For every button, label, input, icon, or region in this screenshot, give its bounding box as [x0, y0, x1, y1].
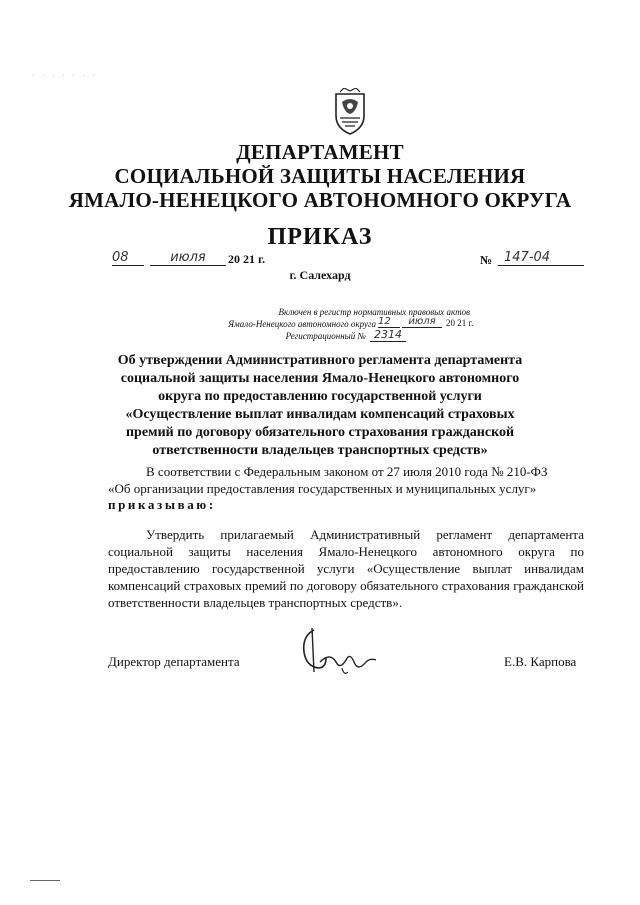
order-title: Об утверждении Административного регламента департамента социальной защиты населения Ямало-Ненецкого автономного округа по предоставлению государственной услуги «Осуществление выплат инвалидам компенсаций страховых премий по договору обязательного страхования гражданской ответственности владельцев транспортных средств»: [117, 353, 523, 458]
coat-of-arms-icon: [330, 88, 370, 136]
document-type: ПРИКАЗ: [267, 224, 373, 250]
scan-marks: · · · · · · ·: [32, 72, 98, 80]
order-date-day: 08: [112, 250, 144, 266]
department-line-1: ДЕПАРТАМЕНТ: [236, 140, 404, 164]
registry-number-label: Регистрационный №: [285, 331, 366, 341]
signatory-title: Директор департамента: [108, 654, 240, 669]
registry-number: 2314: [370, 328, 406, 342]
footer-mark: [30, 880, 60, 881]
signature-icon: [296, 622, 380, 680]
paragraph-legal-basis-line-2: «Об организации предоставления государственных и муниципальных услуг»: [108, 481, 537, 496]
registry-date-year: 20 21 г.: [446, 318, 474, 328]
order-date-month: июля: [150, 250, 226, 266]
paragraph-approve: Утвердить прилагаемый Административный регламент департамента социальной защиты населения Ямало-Ненецкого автономного округа по предоставлению государственной услуги «Осуществление выплат инвалидам компенсаций страховых премий по договору обязательного страхования гражданской ответственности владельцев транспортных средств».: [108, 527, 584, 610]
order-date-year: 20 21 г.: [228, 252, 266, 266]
registry-line-1: Включен в регистр нормативных правовых актов: [278, 307, 470, 317]
registry-date-month: июля: [402, 316, 442, 328]
department-line-2: СОЦИАЛЬНОЙ ЗАЩИТЫ НАСЕЛЕНИЯ: [114, 164, 526, 188]
signatory-name: Е.В. Карпова: [504, 654, 577, 669]
registry-date-day: 12: [378, 316, 400, 328]
city: г. Салехард: [289, 268, 351, 282]
order-number: 147-04: [498, 250, 584, 266]
order-verb: приказываю:: [108, 497, 216, 512]
registry-line-2: Ямало-Ненецкого автономного округа: [228, 319, 376, 329]
department-line-3: ЯМАЛО-НЕНЕЦКОГО АВТОНОМНОГО ОКРУГА: [68, 188, 572, 212]
paragraph-legal-basis-line-1: В соответствии с Федеральным законом от 27 июля 2010 года № 210-ФЗ: [146, 464, 548, 479]
order-number-label: №: [480, 253, 493, 267]
